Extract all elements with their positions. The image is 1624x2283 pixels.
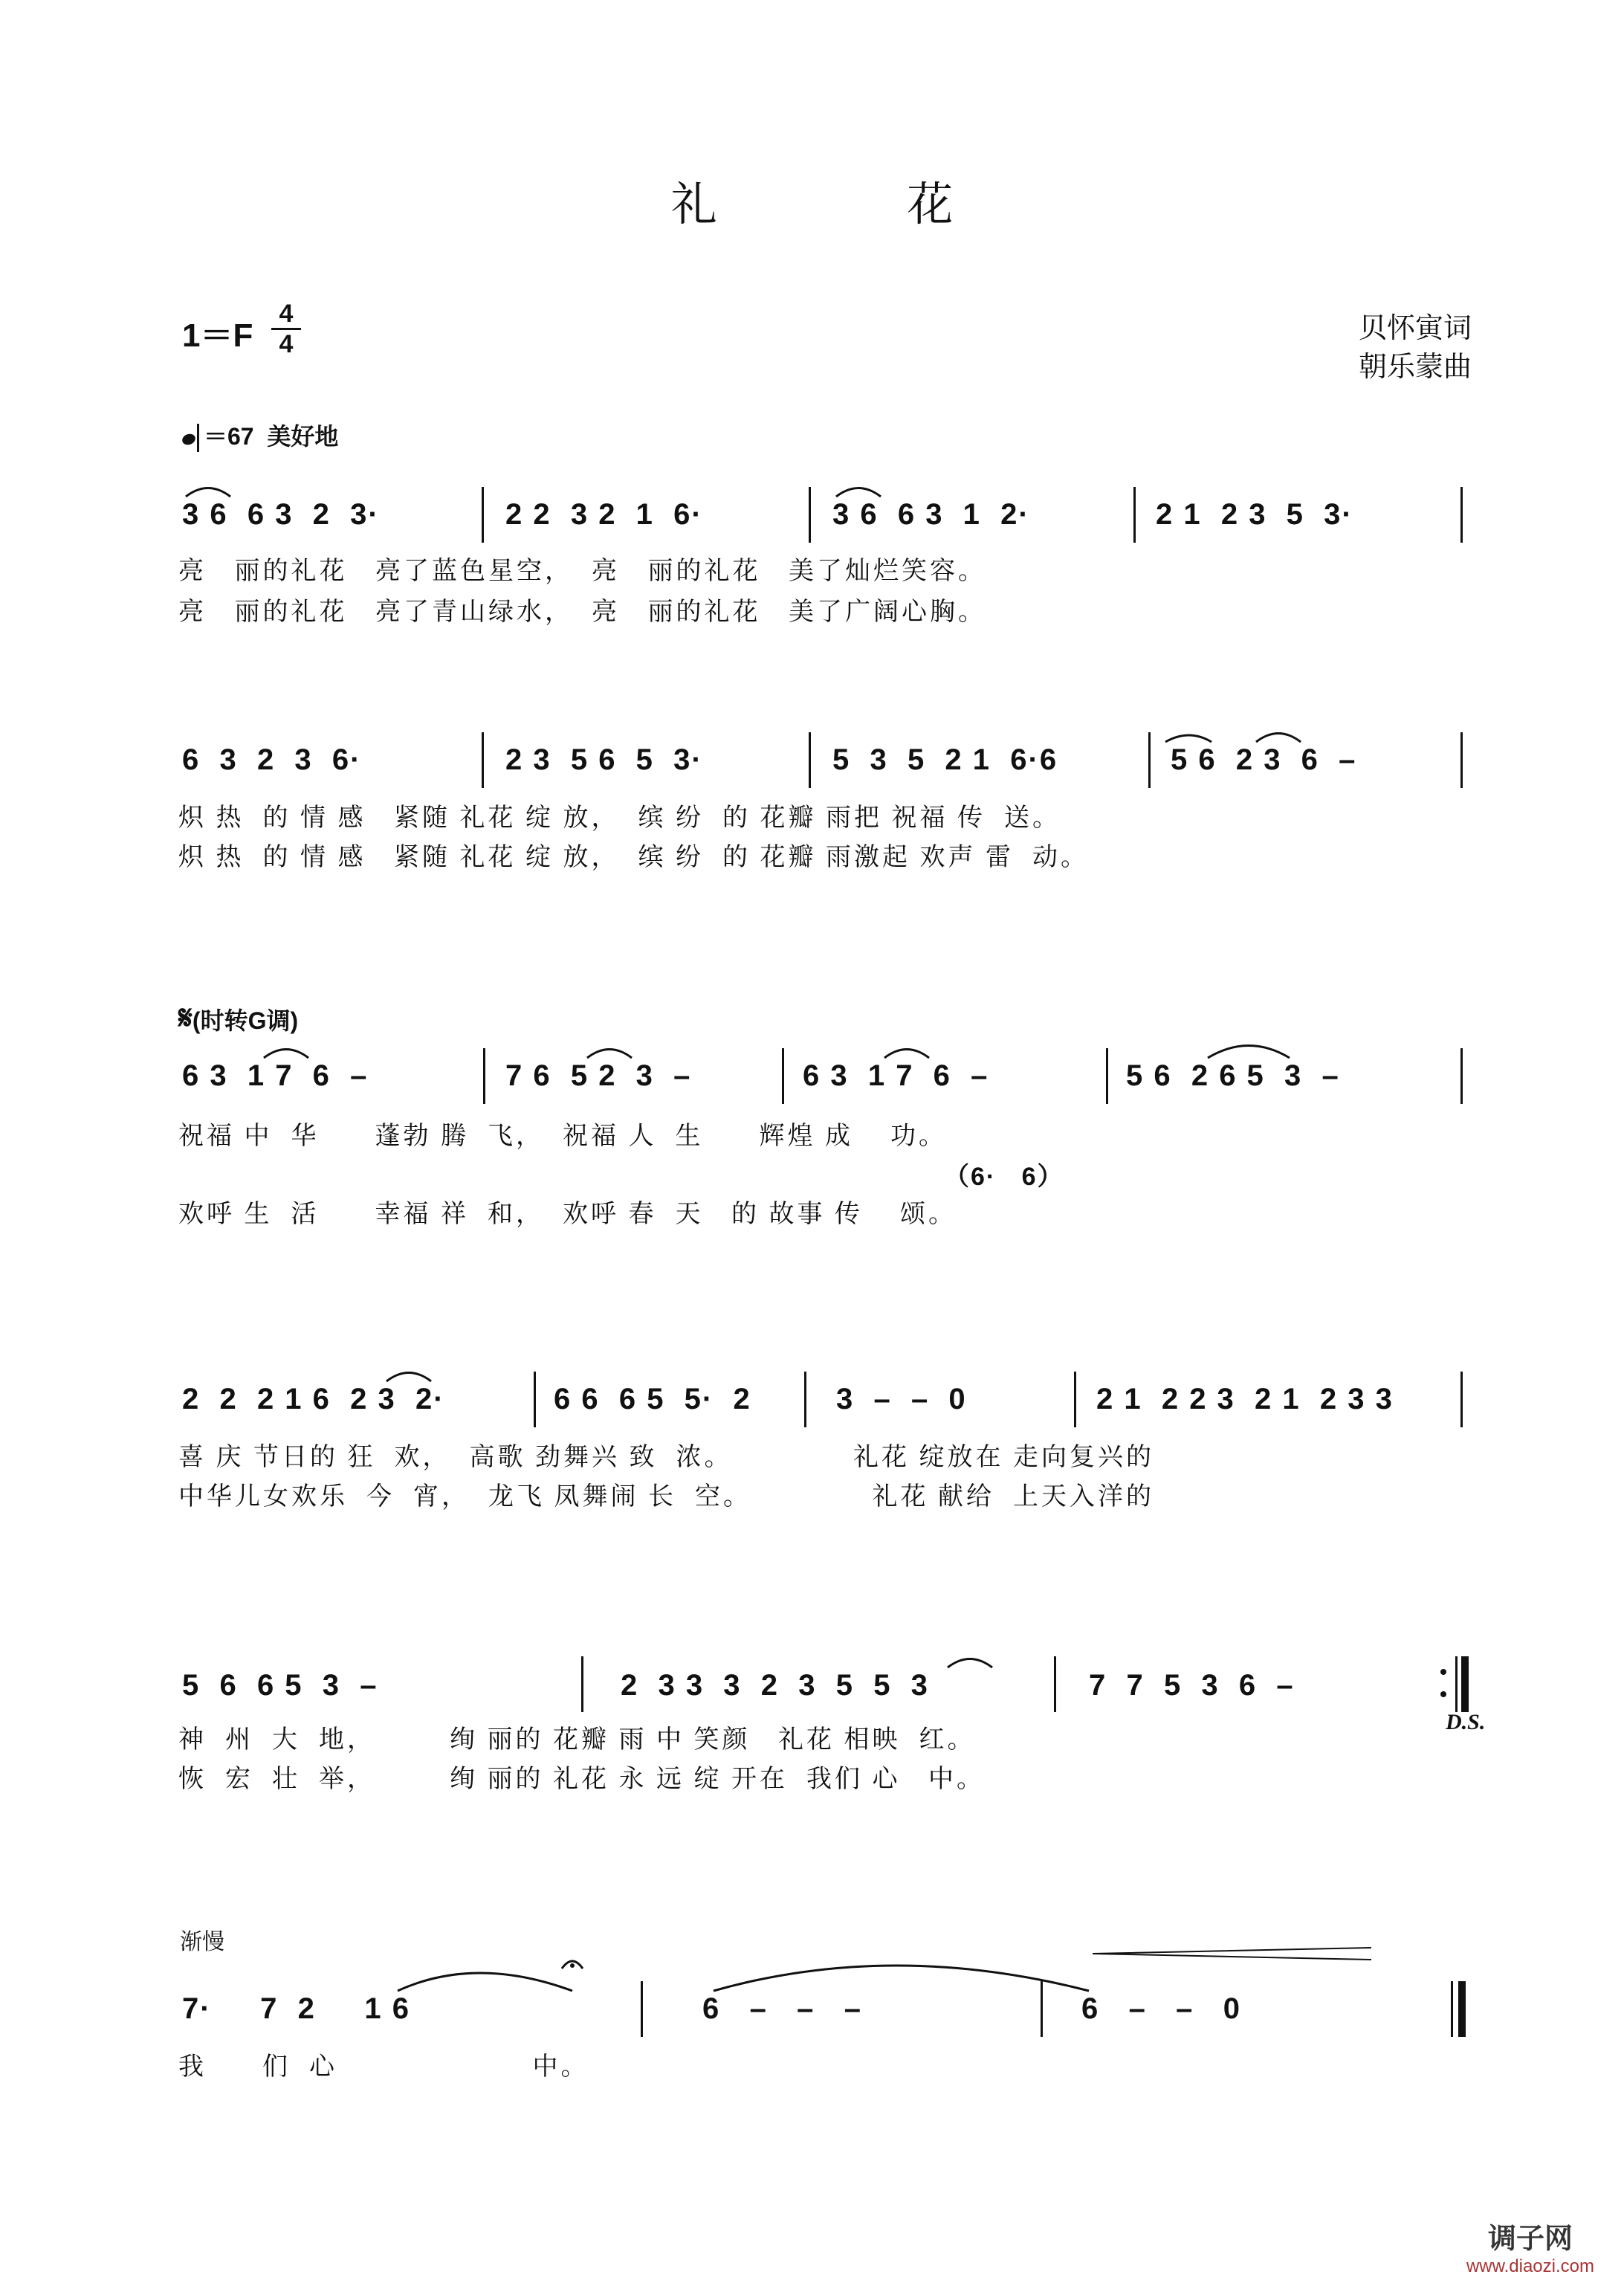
slur [1165,735,1211,742]
lyric-line-2-2: 炽 热 的 情 感 紧随 礼花 绽 放， 缤 纷 的 花瓣 雨激起 欢声 雷 动。 [178,844,1089,871]
slur [386,1373,431,1382]
modulation-text: (时转G调) [192,1007,299,1034]
measure-1-3: 3 6 6 3 1 2· [832,498,1030,531]
lyric-line-3-2: 欢呼 生 活 幸福 祥 和， 欢呼 春 天 的 故事 传 颂。 [178,1201,957,1228]
page-title: 礼 花 [670,180,1043,230]
measure-4-4: 2 1 2 2 3 2 1 2 3 3 [1096,1383,1394,1415]
diminuendo-hairpin [1093,1948,1371,1960]
slur [1208,1046,1290,1059]
composer-credit: 朝乐蒙曲 [1358,352,1472,383]
slur [186,488,230,497]
tie [714,1966,1089,1991]
measure-5-1: 5 6 6 5 3 – [182,1669,378,1702]
tempo-value: ＝67 [204,423,254,450]
measure-3-2: 7 6 5 2 3 – [505,1059,692,1092]
measure-3-3: 6 3 1 7 6 – [803,1059,989,1092]
ritardando-marking: 渐慢 [180,1930,224,1954]
measure-3-1: 6 3 1 7 6 – [182,1059,369,1092]
measure-2-4: 5 6 2 3 6 – [1171,743,1357,776]
slur [948,1659,992,1668]
watermark [1466,2215,1594,2277]
measure-2-1: 6 3 2 3 6· [182,743,362,776]
measure-4-3: 3 – – 0 [836,1383,967,1415]
lyricist-credit: 贝怀寅词 [1358,313,1472,344]
key-signature: 1＝F [182,317,253,354]
slur [398,1973,572,1991]
alternate-notes: （6· 6） [944,1163,1064,1191]
measure-5-2: 2 3 3 3 2 3 5 5 3 [621,1669,929,1702]
measure-6-3: 6 – – 0 [1081,1992,1242,2025]
lyric-line-1-2: 亮 丽的礼花 亮了青山绿水， 亮 丽的礼花 美了广阔心胸。 [178,598,986,626]
measure-4-1: 2 2 2 1 6 2 3 2· [182,1383,445,1415]
measure-6-2: 6 – – – [702,1992,863,2025]
dal-segno-marking: D.S. [1446,1710,1486,1734]
expression-text: 美好地 [267,423,339,450]
slur [836,488,881,497]
measure-2-3: 5 3 5 2 1 6·6 [832,743,1058,776]
lyric-line-4-1: 喜 庆 节日的 狂 欢， 高歌 劲舞兴 致 浓。 礼花 绽放在 走向复兴的 [178,1444,1154,1471]
slur [884,1050,929,1059]
time-signature-top: 4 [279,300,294,328]
slur [1256,734,1301,743]
measure-6-1: 7· 7 2 1 6 [182,1992,411,2025]
measure-3-4: 5 6 2 6 5 3 – [1126,1059,1340,1092]
measure-4-2: 6 6 6 5 5· 2 [554,1383,751,1415]
fermata-dot [570,1963,575,1968]
lyric-line-2-1: 炽 热 的 情 感 紧随 礼花 绽 放， 缤 纷 的 花瓣 雨把 祝福 传 送。 [178,804,1061,832]
watermark-name: 调子网 [1487,2224,1573,2255]
measure-1-1: 3 6 6 3 2 3· [182,498,380,531]
time-signature-bottom: 4 [279,330,294,358]
lyric-line-5-2: 恢 宏 壮 举， 绚 丽的 礼花 永 远 绽 开在 我们 心 中。 [178,1766,985,1793]
measure-5-3: 7 7 5 3 6 – [1089,1669,1295,1702]
lyric-line-4-2: 中华儿女欢乐 今 宵， 龙飞 凤舞闹 长 空。 礼花 献给 上天入洋的 [178,1483,1154,1511]
watermark-url: www.diaozi.com [1466,2256,1594,2276]
lyric-line-6-1: 我 们 心 中。 [178,2053,589,2081]
segno-icon: 𝄋 [178,1000,193,1036]
slur [587,1050,632,1059]
lyric-line-3-1: 祝福 中 华 蓬勃 腾 飞， 祝福 人 生 辉煌 成 功。 [178,1123,947,1150]
measure-1-2: 2 2 3 2 1 6· [505,498,703,531]
measure-2-2: 2 3 5 6 5 3· [505,743,703,776]
lyric-line-1-1: 亮 丽的礼花 亮了蓝色星空， 亮 丽的礼花 美了灿烂笑容。 [178,558,986,585]
lyric-line-5-1: 神 州 大 地， 绚 丽的 花瓣 雨 中 笑颜 礼花 相映 红。 [178,1726,976,1754]
measure-1-4: 2 1 2 3 5 3· [1156,498,1353,531]
slur [264,1050,308,1059]
